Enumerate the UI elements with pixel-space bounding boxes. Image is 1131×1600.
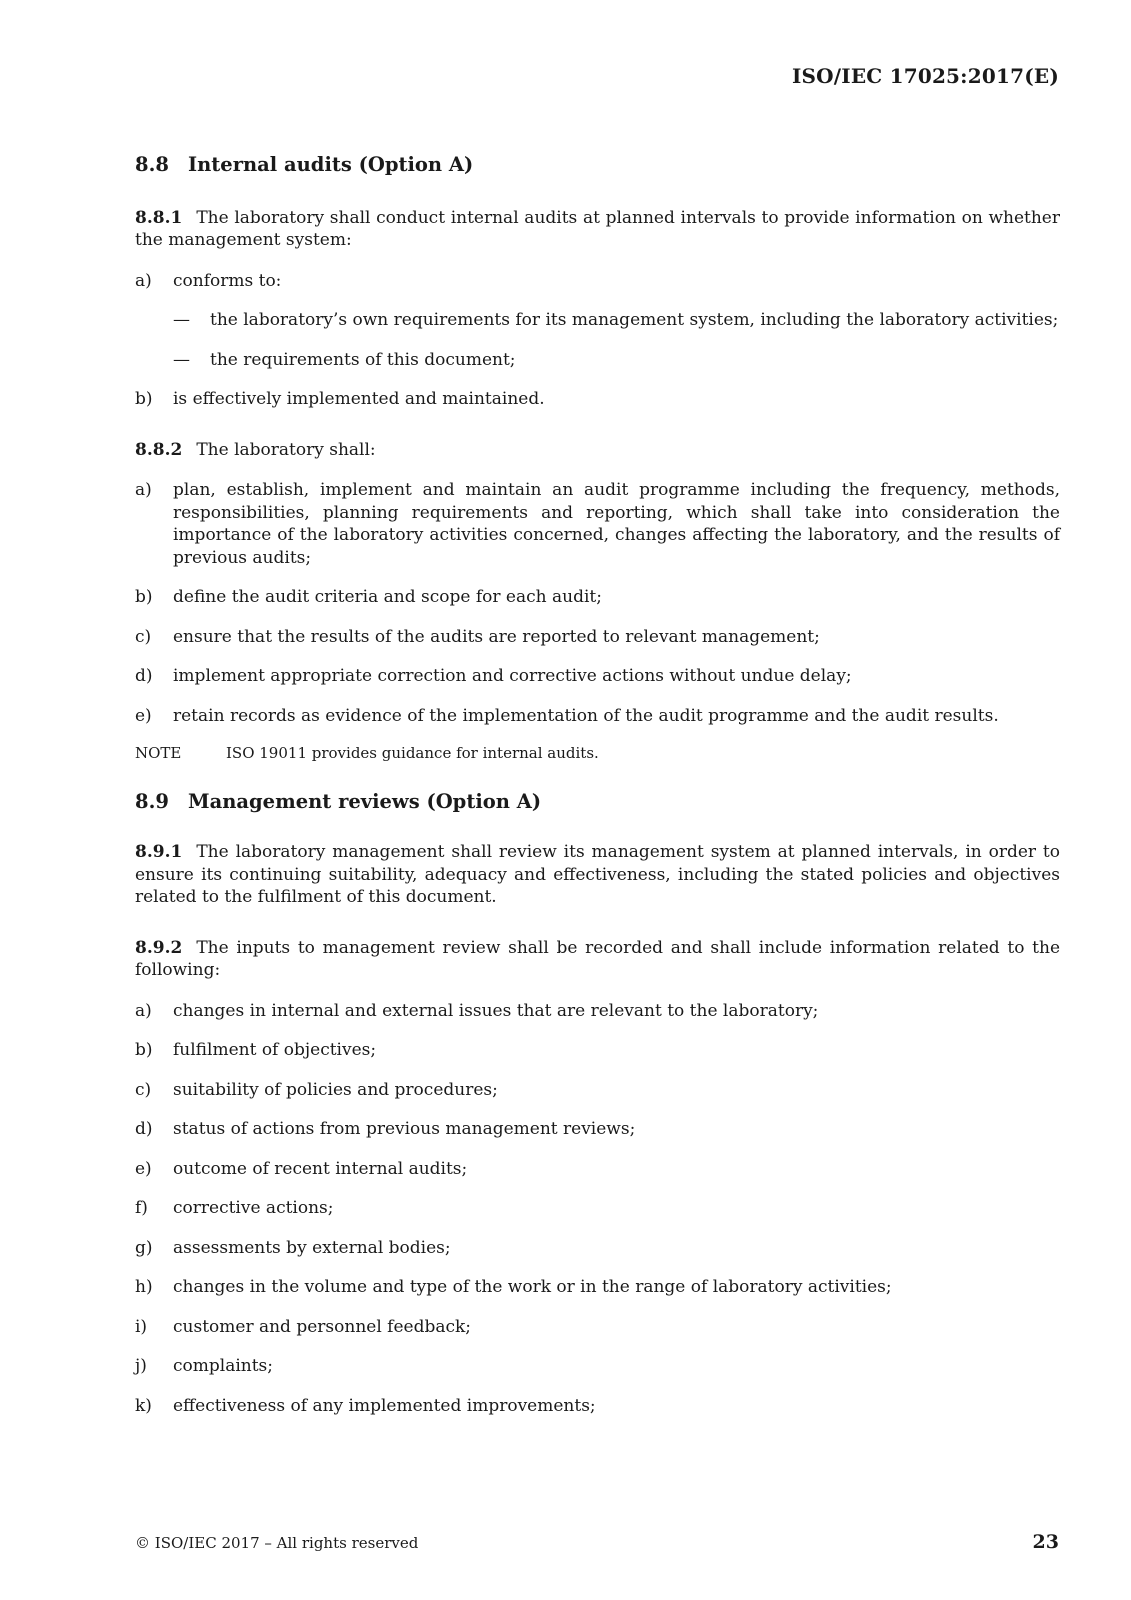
list-item <box>135 665 1060 688</box>
section-title: Management reviews (Option A) <box>188 789 542 813</box>
document-identifier: ISO/IEC 17025:2017(E) <box>791 64 1059 88</box>
list-item <box>135 1276 1060 1299</box>
list-item-text: customer and personnel feedback; <box>173 1316 472 1337</box>
list-item <box>135 388 1060 411</box>
list-item-label: b) <box>135 1040 153 1060</box>
clause-8-8-2-list <box>135 479 1060 727</box>
clause-number: 8.8.1 <box>135 207 183 228</box>
list-item-label: e) <box>135 1158 152 1179</box>
clause-text: The laboratory shall conduct internal audits at planned intervals to provide information on whether the management system: <box>135 207 1060 250</box>
list-item <box>135 1079 1060 1102</box>
list-item <box>135 1316 1060 1339</box>
copyright-notice: © ISO/IEC 2017 – All rights reserved <box>135 1534 419 1552</box>
clause-8-9-1 <box>135 841 1060 909</box>
note-text: ISO 19011 provides guidance for internal audits. <box>226 744 599 762</box>
dash-bullet: — <box>173 310 190 330</box>
list-item <box>135 1118 1060 1141</box>
page-footer <box>135 1531 1059 1553</box>
note-label: NOTE <box>135 744 182 762</box>
list-item-text: ensure that the results of the audits are reported to relevant management; <box>173 626 820 647</box>
section-heading-8-8 <box>135 154 1060 177</box>
clause-text: The laboratory management shall review its management system at planned intervals, in order to ensure its continuing suitability, adequacy and effectiveness, including the stated policies and objectives related to the fulfilment of this document. <box>135 842 1060 907</box>
sub-list-item-text: the requirements of this document; <box>210 349 516 370</box>
section-number: 8.9 <box>135 789 169 813</box>
list-item-label: k) <box>135 1395 152 1416</box>
list-item-text: effectiveness of any implemented improvements; <box>173 1395 596 1416</box>
section-title: Internal audits (Option A) <box>188 153 474 176</box>
list-item <box>135 1395 1060 1418</box>
note <box>135 742 1060 765</box>
list-item-label: i) <box>135 1316 148 1337</box>
list-item <box>135 1000 1060 1023</box>
list-item-text: corrective actions; <box>173 1198 334 1218</box>
list-item-text: assessments by external bodies; <box>173 1237 451 1258</box>
list-item-label: e) <box>135 705 152 726</box>
list-item <box>135 1039 1060 1062</box>
list-item <box>135 479 1060 569</box>
list-item-text: changes in the volume and type of the work or in the range of laboratory activities; <box>173 1277 892 1297</box>
list-item-text: retain records as evidence of the implementation of the audit programme and the audit results. <box>173 705 999 726</box>
list-item-label: f) <box>135 1198 148 1218</box>
list-item <box>135 1197 1060 1220</box>
list-item-text: conforms to: <box>173 270 282 291</box>
list-item-label: b) <box>135 389 153 409</box>
list-item-text: define the audit criteria and scope for each audit; <box>173 587 602 607</box>
clause-8-8-1 <box>135 207 1060 252</box>
clause-8-9-2 <box>135 937 1060 982</box>
list-item-text: plan, establish, implement and maintain an audit programme including the frequency, methods, responsibilities, planning requirements and reporting, which shall take into consideration the importance of the laboratory activities concerned, changes affecting the laboratory, and the results of previous audits; <box>173 480 1060 568</box>
list-item-text: changes in internal and external issues that are relevant to the laboratory; <box>173 1000 819 1021</box>
list-item-text: complaints; <box>173 1356 273 1376</box>
list-item-label: a) <box>135 1000 152 1021</box>
list-item-label: a) <box>135 480 152 500</box>
clause-8-8-2 <box>135 439 1060 462</box>
list-item-text: status of actions from previous management reviews; <box>173 1119 636 1139</box>
list-item-text: suitability of policies and procedures; <box>173 1079 498 1100</box>
list-item <box>135 1158 1060 1181</box>
sub-list-item <box>173 349 1060 372</box>
list-item-label: g) <box>135 1237 153 1258</box>
sub-list-item-text: the laboratory’s own requirements for its management system, including the laboratory activities; <box>210 310 1059 330</box>
list-item-text: outcome of recent internal audits; <box>173 1158 468 1179</box>
list-item <box>135 705 1060 728</box>
list-item-label: c) <box>135 1079 152 1100</box>
list-item-label: d) <box>135 666 153 686</box>
list-item <box>135 626 1060 649</box>
clause-8-9-2-list <box>135 1000 1060 1418</box>
section-number: 8.8 <box>135 153 169 176</box>
list-item-label: d) <box>135 1119 153 1139</box>
page-content <box>135 152 1060 1417</box>
clause-number: 8.9.2 <box>135 937 183 958</box>
clause-text: The laboratory shall: <box>196 439 376 460</box>
clause-8-8-1-list <box>135 270 1060 411</box>
clause-number: 8.9.1 <box>135 842 183 862</box>
list-item-label: c) <box>135 626 152 647</box>
clause-number: 8.8.2 <box>135 439 183 460</box>
list-item <box>135 270 1060 293</box>
list-item-label: h) <box>135 1277 153 1297</box>
clause-text: The inputs to management review shall be recorded and shall include information related to the following: <box>135 937 1060 980</box>
list-item <box>135 1237 1060 1260</box>
sub-list-item <box>173 309 1060 332</box>
list-item-label: j) <box>135 1356 147 1376</box>
list-item-text: fulfilment of objectives; <box>173 1040 377 1060</box>
section-heading-8-9 <box>135 791 1060 814</box>
list-item-text: implement appropriate correction and corrective actions without undue delay; <box>173 666 852 686</box>
list-item <box>135 1355 1060 1378</box>
list-item-label: a) <box>135 270 152 291</box>
page-number: 23 <box>1032 1531 1059 1553</box>
list-item-text: is effectively implemented and maintained. <box>173 389 545 409</box>
list-item-label: b) <box>135 587 153 607</box>
list-item <box>135 586 1060 609</box>
dash-bullet: — <box>173 349 190 370</box>
